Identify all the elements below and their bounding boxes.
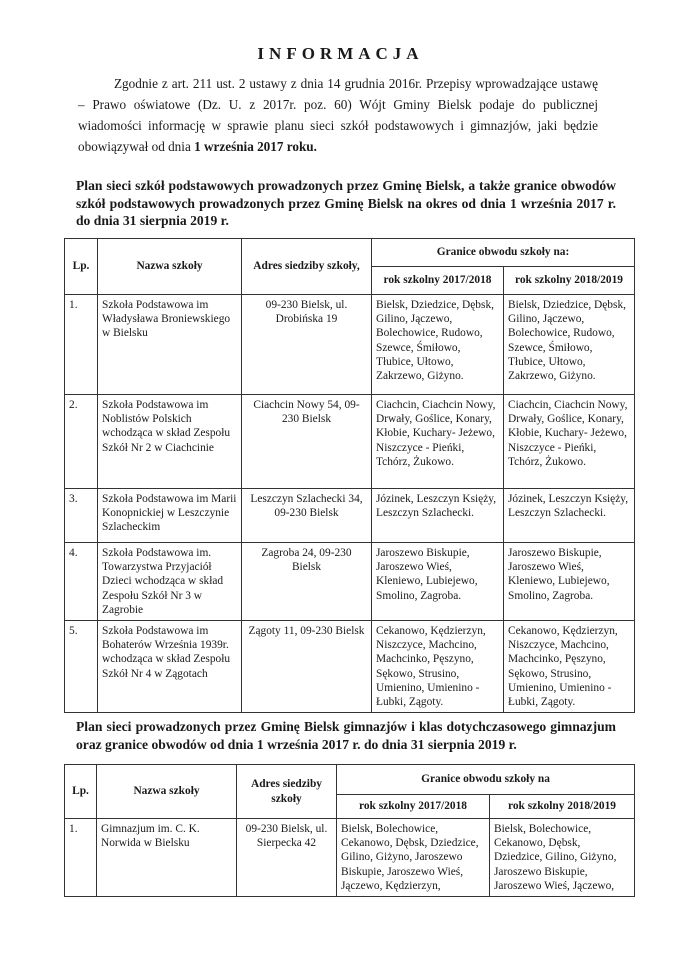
row-name: Szkoła Podstawowa im. Towarzystwa Przyjaciół Dzieci wchodząca w skład Zespołu Szkół Nr 3 w Zagrobie: [98, 543, 242, 621]
intro-date: 1 września 2017 roku.: [194, 139, 317, 154]
row-lp: 5.: [65, 621, 98, 713]
header-year-2018: rok szkolny 2018/2019: [490, 795, 635, 819]
header-name: Nazwa szkoły: [97, 765, 237, 819]
table-row: [65, 543, 635, 621]
row-bounds-2018: Bielsk, Dziedzice, Dębsk, Gilino, Jączewo, Bolechowice, Rudowo, Szewce, Śmiłowo, Tłubice, Ułtowo, Zakrzewo, Giżyno.: [504, 295, 635, 395]
row-name: Szkoła Podstawowa im Władysława Broniewskiego w Bielsku: [98, 295, 242, 395]
row-bounds-2017: Józinek, Leszczyn Księży, Leszczyn Szlachecki.: [372, 489, 504, 543]
header-year-2017: rok szkolny 2017/2018: [372, 267, 504, 295]
row-name: Szkoła Podstawowa im Bohaterów Września 1939r. wchodząca w skład Zespołu Szkół Nr 4 w Zągotach: [98, 621, 242, 713]
header-bounds: Granice obwodu szkoły na:: [372, 239, 635, 267]
header-lp: Lp.: [65, 239, 98, 295]
header-year-2017: rok szkolny 2017/2018: [337, 795, 490, 819]
header-bounds: Granice obwodu szkoły na: [337, 765, 635, 795]
row-lp: 1.: [65, 819, 97, 897]
header-lp: Lp.: [65, 765, 97, 819]
gymnasium-table: [64, 764, 635, 897]
row-address: 09-230 Bielsk, ul. Drobińska 19: [242, 295, 372, 395]
row-lp: 4.: [65, 543, 98, 621]
row-bounds-2018: Bielsk, Bolechowice, Cekanowo, Dębsk, Dziedzice, Gilino, Giżyno, Jaroszewo Biskupie, Jaroszewo Wieś, Jączewo,: [490, 819, 635, 897]
row-name: Szkoła Podstawowa im Noblistów Polskich wchodząca w skład Zespołu Szkół Nr 2 w Ciachcinie: [98, 395, 242, 489]
row-lp: 3.: [65, 489, 98, 543]
intro-paragraph: [78, 73, 598, 157]
table-row: [65, 295, 635, 395]
row-bounds-2018: Cekanowo, Kędzierzyn, Niszczyce, Machcino, Machcinko, Pęszyno, Sękowo, Strusino, Umienino, Umienino - Łubki, Zągoty.: [504, 621, 635, 713]
row-bounds-2017: Jaroszewo Biskupie, Jaroszewo Wieś, Kleniewo, Lubiejewo, Smolino, Zagroba.: [372, 543, 504, 621]
header-year-2018: rok szkolny 2018/2019: [504, 267, 635, 295]
row-bounds-2017: Bielsk, Bolechowice, Cekanowo, Dębsk, Dziedzice, Gilino, Giżyno, Jaroszewo Biskupie, Jaroszewo Wieś, Jączewo, Kędzierzyn,: [337, 819, 490, 897]
row-bounds-2018: Józinek, Leszczyn Księży, Leszczyn Szlachecki.: [504, 489, 635, 543]
row-address: Zagroba 24, 09-230 Bielsk: [242, 543, 372, 621]
table-row: [65, 489, 635, 543]
row-address: Leszczyn Szlachecki 34, 09-230 Bielsk: [242, 489, 372, 543]
table-row: [65, 395, 635, 489]
row-name: Szkoła Podstawowa im Marii Konopnickiej w Leszczynie Szlacheckim: [98, 489, 242, 543]
section1-heading: Plan sieci szkół podstawowych prowadzonych przez Gminę Bielsk, a także granice obwodów szkół podstawowych prowadzonych przez Gminę Bielsk na okres od dnia 1 września 2017 r. do dnia 31 sierpnia 2019 r.: [76, 178, 616, 228]
row-bounds-2018: Jaroszewo Biskupie, Jaroszewo Wieś, Kleniewo, Lubiejewo, Smolino, Zagroba.: [504, 543, 635, 621]
header-address: Adres siedziby szkoły,: [242, 239, 372, 295]
row-bounds-2017: Ciachcin, Ciachcin Nowy, Drwały, Goślice, Konary, Kłobie, Kuchary- Jeżewo, Niszczyce - Pieńki, Tchórz, Żukowo.: [372, 395, 504, 489]
row-address: 09-230 Bielsk, ul. Sierpecka 42: [237, 819, 337, 897]
primary-schools-table: [64, 238, 635, 713]
row-bounds-2018: Ciachcin, Ciachcin Nowy, Drwały, Goślice, Konary, Kłobie, Kuchary- Jeżewo, Niszczyce - Pieńki, Tchórz, Żukowo.: [504, 395, 635, 489]
document-title: INFORMACJA: [257, 44, 424, 63]
table-row: [65, 621, 635, 713]
row-name: Gimnazjum im. C. K. Norwida w Bielsku: [97, 819, 237, 897]
header-address: Adres siedziby szkoły: [237, 765, 337, 819]
row-address: Zągoty 11, 09-230 Bielsk: [242, 621, 372, 713]
table-row: [65, 819, 635, 897]
row-lp: 1.: [65, 295, 98, 395]
row-lp: 2.: [65, 395, 98, 489]
row-bounds-2017: Bielsk, Dziedzice, Dębsk, Gilino, Jączewo, Bolechowice, Rudowo, Szewce, Śmiłowo, Tłubice, Ułtowo, Zakrzewo, Giżyno.: [372, 295, 504, 395]
row-bounds-2017: Cekanowo, Kędzierzyn, Niszczyce, Machcino, Machcinko, Pęszyno, Sękowo, Strusino, Umienino, Umienino - Łubki, Zągoty.: [372, 621, 504, 713]
intro-text: Zgodnie z art. 211 ust. 2 ustawy z dnia 14 grudnia 2016r. Przepisy wprowadzające ustawę – Prawo oświatowe (Dz. U. z 2017r. poz. 60) Wójt Gminy Bielsk podaje do publicznej wiadomości informację w sprawie planu sieci szkół podstawowych i gimnazjów, jaki będzie obowiązywał od dnia: [78, 76, 598, 154]
header-name: Nazwa szkoły: [98, 239, 242, 295]
row-address: Ciachcin Nowy 54, 09-230 Bielsk: [242, 395, 372, 489]
section2-heading: Plan sieci prowadzonych przez Gminę Bielsk gimnazjów i klas dotychczasowego gimnazjum oraz granice obwodów od dnia 1 września 2017 r. do dnia 31 sierpnia 2019 r.: [76, 719, 616, 752]
